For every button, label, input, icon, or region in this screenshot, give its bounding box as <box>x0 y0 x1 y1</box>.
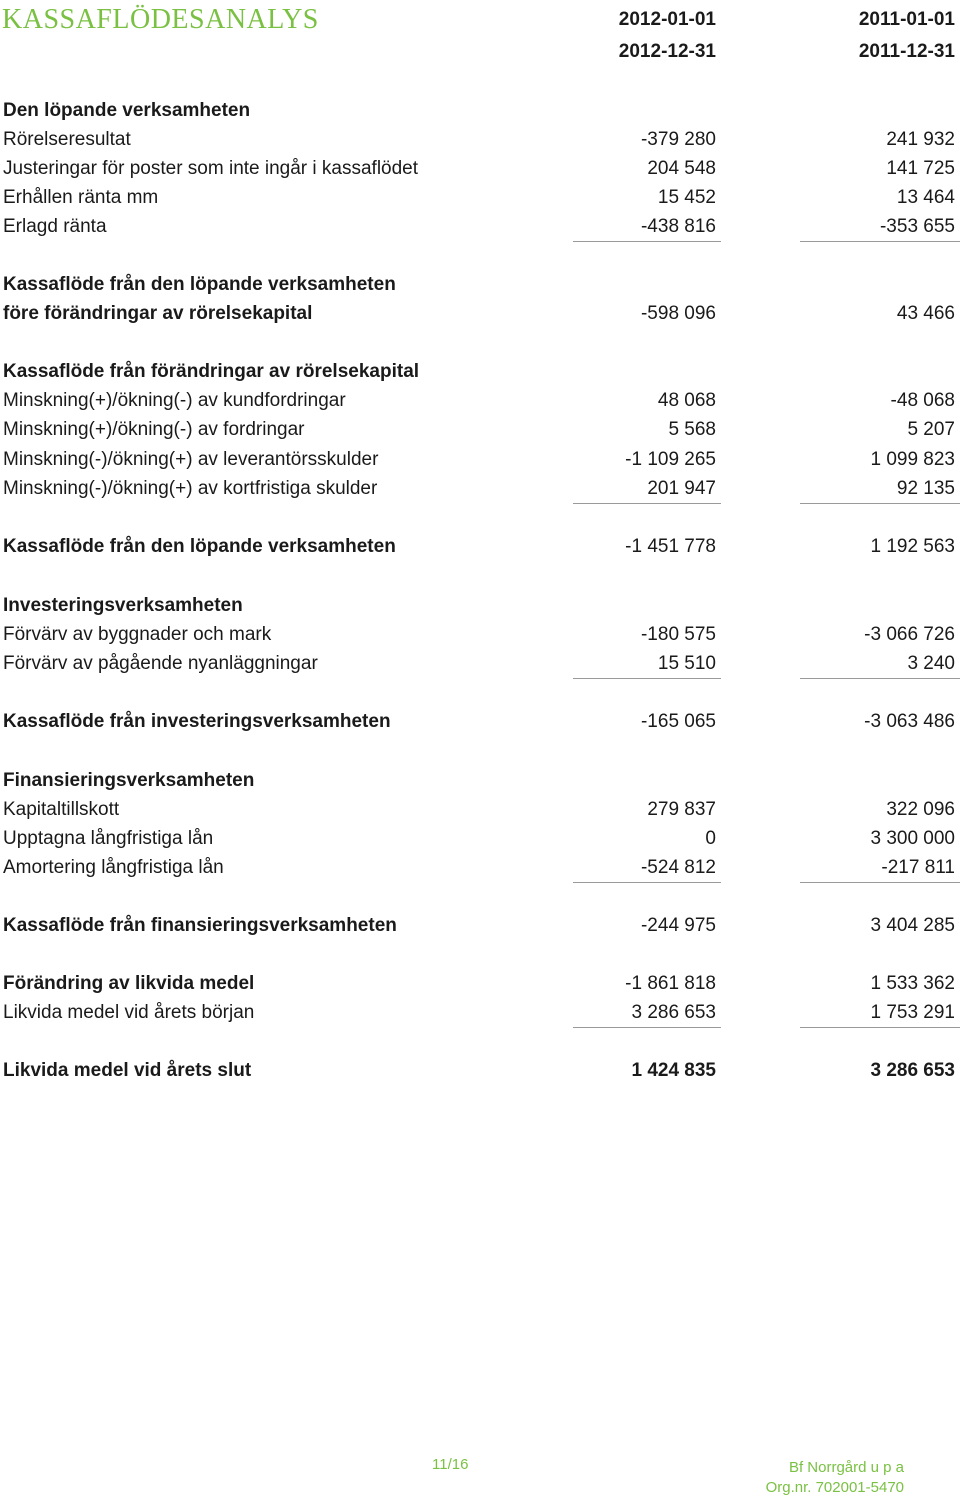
underline <box>800 1027 960 1028</box>
value-2012: -180 575 <box>640 624 716 645</box>
underline <box>800 882 960 883</box>
underline <box>573 882 721 883</box>
value-2011: 1 753 291 <box>870 1002 955 1023</box>
row-label: Kassaflöde från investeringsverksamheten <box>3 711 391 732</box>
value-2011: 3 286 653 <box>870 1060 955 1081</box>
table-row <box>0 448 960 477</box>
value-2011: 5 207 <box>907 419 955 440</box>
table-row <box>0 157 960 186</box>
value-2011: 1 533 362 <box>870 973 955 994</box>
row-label: Kassaflöde från förändringar av rörelsekapital <box>3 361 420 382</box>
value-2011: 1 192 563 <box>870 536 955 557</box>
value-2012: -1 109 265 <box>625 449 716 470</box>
value-2012: 5 568 <box>668 419 716 440</box>
row-label: Kassaflöde från finansieringsverksamheten <box>3 915 397 936</box>
section-heading-working-capital <box>0 360 960 389</box>
table-row <box>0 477 960 506</box>
value-2011: 3 300 000 <box>870 828 955 849</box>
row-label: Investeringsverksamheten <box>3 595 243 616</box>
value-2012: 279 837 <box>647 799 716 820</box>
value-2011: 3 404 285 <box>870 915 955 936</box>
value-2012: -379 280 <box>640 129 716 150</box>
underline <box>573 503 721 504</box>
value-2011: 92 135 <box>896 478 955 499</box>
underline <box>800 678 960 679</box>
table-row <box>0 1001 960 1030</box>
subtotal-row <box>0 710 960 739</box>
table-row <box>0 827 960 856</box>
subtotal-row <box>0 914 960 943</box>
row-label: Amortering långfristiga lån <box>3 857 224 878</box>
table-row <box>0 856 960 885</box>
total-row <box>0 1059 960 1088</box>
value-2011: 43 466 <box>896 303 955 324</box>
section-heading-investing <box>0 594 960 623</box>
organization-number: Org.nr. 702001-5470 <box>765 1479 904 1496</box>
value-2012: 3 286 653 <box>631 1002 716 1023</box>
organization-name: Bf Norrgård u p a <box>788 1459 904 1476</box>
row-label: Upptagna långfristiga lån <box>3 828 214 849</box>
row-label: Kassaflöde från den löpande verksamheten <box>3 274 396 295</box>
row-label: Minskning(+)/ökning(-) av fordringar <box>3 419 305 440</box>
row-label: Likvida medel vid årets slut <box>3 1060 252 1081</box>
period1-from: 2012-01-01 <box>618 9 716 30</box>
underline <box>800 503 960 504</box>
value-2012: -1 451 778 <box>625 536 716 557</box>
value-2011: 13 464 <box>896 187 955 208</box>
value-2011: 1 099 823 <box>870 449 955 470</box>
row-label: Minskning(-)/ökning(+) av leverantörsskulder <box>3 449 379 470</box>
value-2011: -353 655 <box>879 216 955 237</box>
period1-to: 2012-12-31 <box>618 41 716 62</box>
table-row <box>0 652 960 681</box>
subtotal-row <box>0 535 960 564</box>
value-2012: -598 096 <box>640 303 716 324</box>
value-2012: -438 816 <box>640 216 716 237</box>
value-2011: 241 932 <box>886 129 955 150</box>
value-2012: 1 424 835 <box>631 1060 716 1081</box>
value-2011: -3 066 726 <box>864 624 955 645</box>
value-2012: -165 065 <box>640 711 716 732</box>
value-2011: -3 063 486 <box>864 711 955 732</box>
row-label: Förvärv av byggnader och mark <box>3 624 272 645</box>
table-row <box>0 418 960 447</box>
section-heading <box>0 273 960 302</box>
section-heading-operating <box>0 99 960 128</box>
row-label: Minskning(+)/ökning(-) av kundfordringar <box>3 390 346 411</box>
table-row <box>0 186 960 215</box>
value-2012: 204 548 <box>647 158 716 179</box>
value-2011: 141 725 <box>886 158 955 179</box>
period2-from: 2011-01-01 <box>858 9 955 30</box>
row-label: Rörelseresultat <box>3 129 131 150</box>
table-row <box>0 215 960 244</box>
row-label: Förvärv av pågående nyanläggningar <box>3 653 318 674</box>
row-label: Likvida medel vid årets början <box>3 1002 255 1023</box>
value-2012: -244 975 <box>640 915 716 936</box>
row-label: Justeringar för poster som inte ingår i kassaflödet <box>3 158 419 179</box>
value-2012: 48 068 <box>657 390 716 411</box>
underline <box>573 1027 721 1028</box>
row-label: Minskning(-)/ökning(+) av kortfristiga skulder <box>3 478 378 499</box>
subtotal-row <box>0 972 960 1001</box>
table-row <box>0 623 960 652</box>
row-label: Erlagd ränta <box>3 216 107 237</box>
value-2012: 15 452 <box>657 187 716 208</box>
row-label: Erhållen ränta mm <box>3 187 159 208</box>
row-label: Förändring av likvida medel <box>3 973 255 994</box>
period2-to: 2011-12-31 <box>858 41 955 62</box>
underline <box>573 241 721 242</box>
organization-info <box>766 1458 904 1498</box>
value-2011: -217 811 <box>881 857 955 878</box>
subtotal-row <box>0 302 960 331</box>
underline <box>573 678 721 679</box>
row-label: Den löpande verksamheten <box>3 100 251 121</box>
row-label: Kassaflöde från den löpande verksamheten <box>3 536 396 557</box>
value-2011: 322 096 <box>886 799 955 820</box>
table-row <box>0 128 960 157</box>
table-row <box>0 798 960 827</box>
row-label: Kapitaltillskott <box>3 799 120 820</box>
section-heading-financing <box>0 769 960 798</box>
value-2012: -524 812 <box>640 857 716 878</box>
page-title: KASSAFLÖDESANALYS <box>2 4 319 35</box>
value-2011: 3 240 <box>907 653 955 674</box>
value-2012: 0 <box>705 828 716 849</box>
value-2012: -1 861 818 <box>625 973 716 994</box>
underline <box>800 241 960 242</box>
page-number: 11/16 <box>432 1456 469 1473</box>
value-2012: 201 947 <box>647 478 716 499</box>
row-label: Finansieringsverksamheten <box>3 770 255 791</box>
value-2012: 15 510 <box>657 653 716 674</box>
value-2011: -48 068 <box>890 390 955 411</box>
row-label: före förändringar av rörelsekapital <box>3 303 313 324</box>
table-row <box>0 389 960 418</box>
